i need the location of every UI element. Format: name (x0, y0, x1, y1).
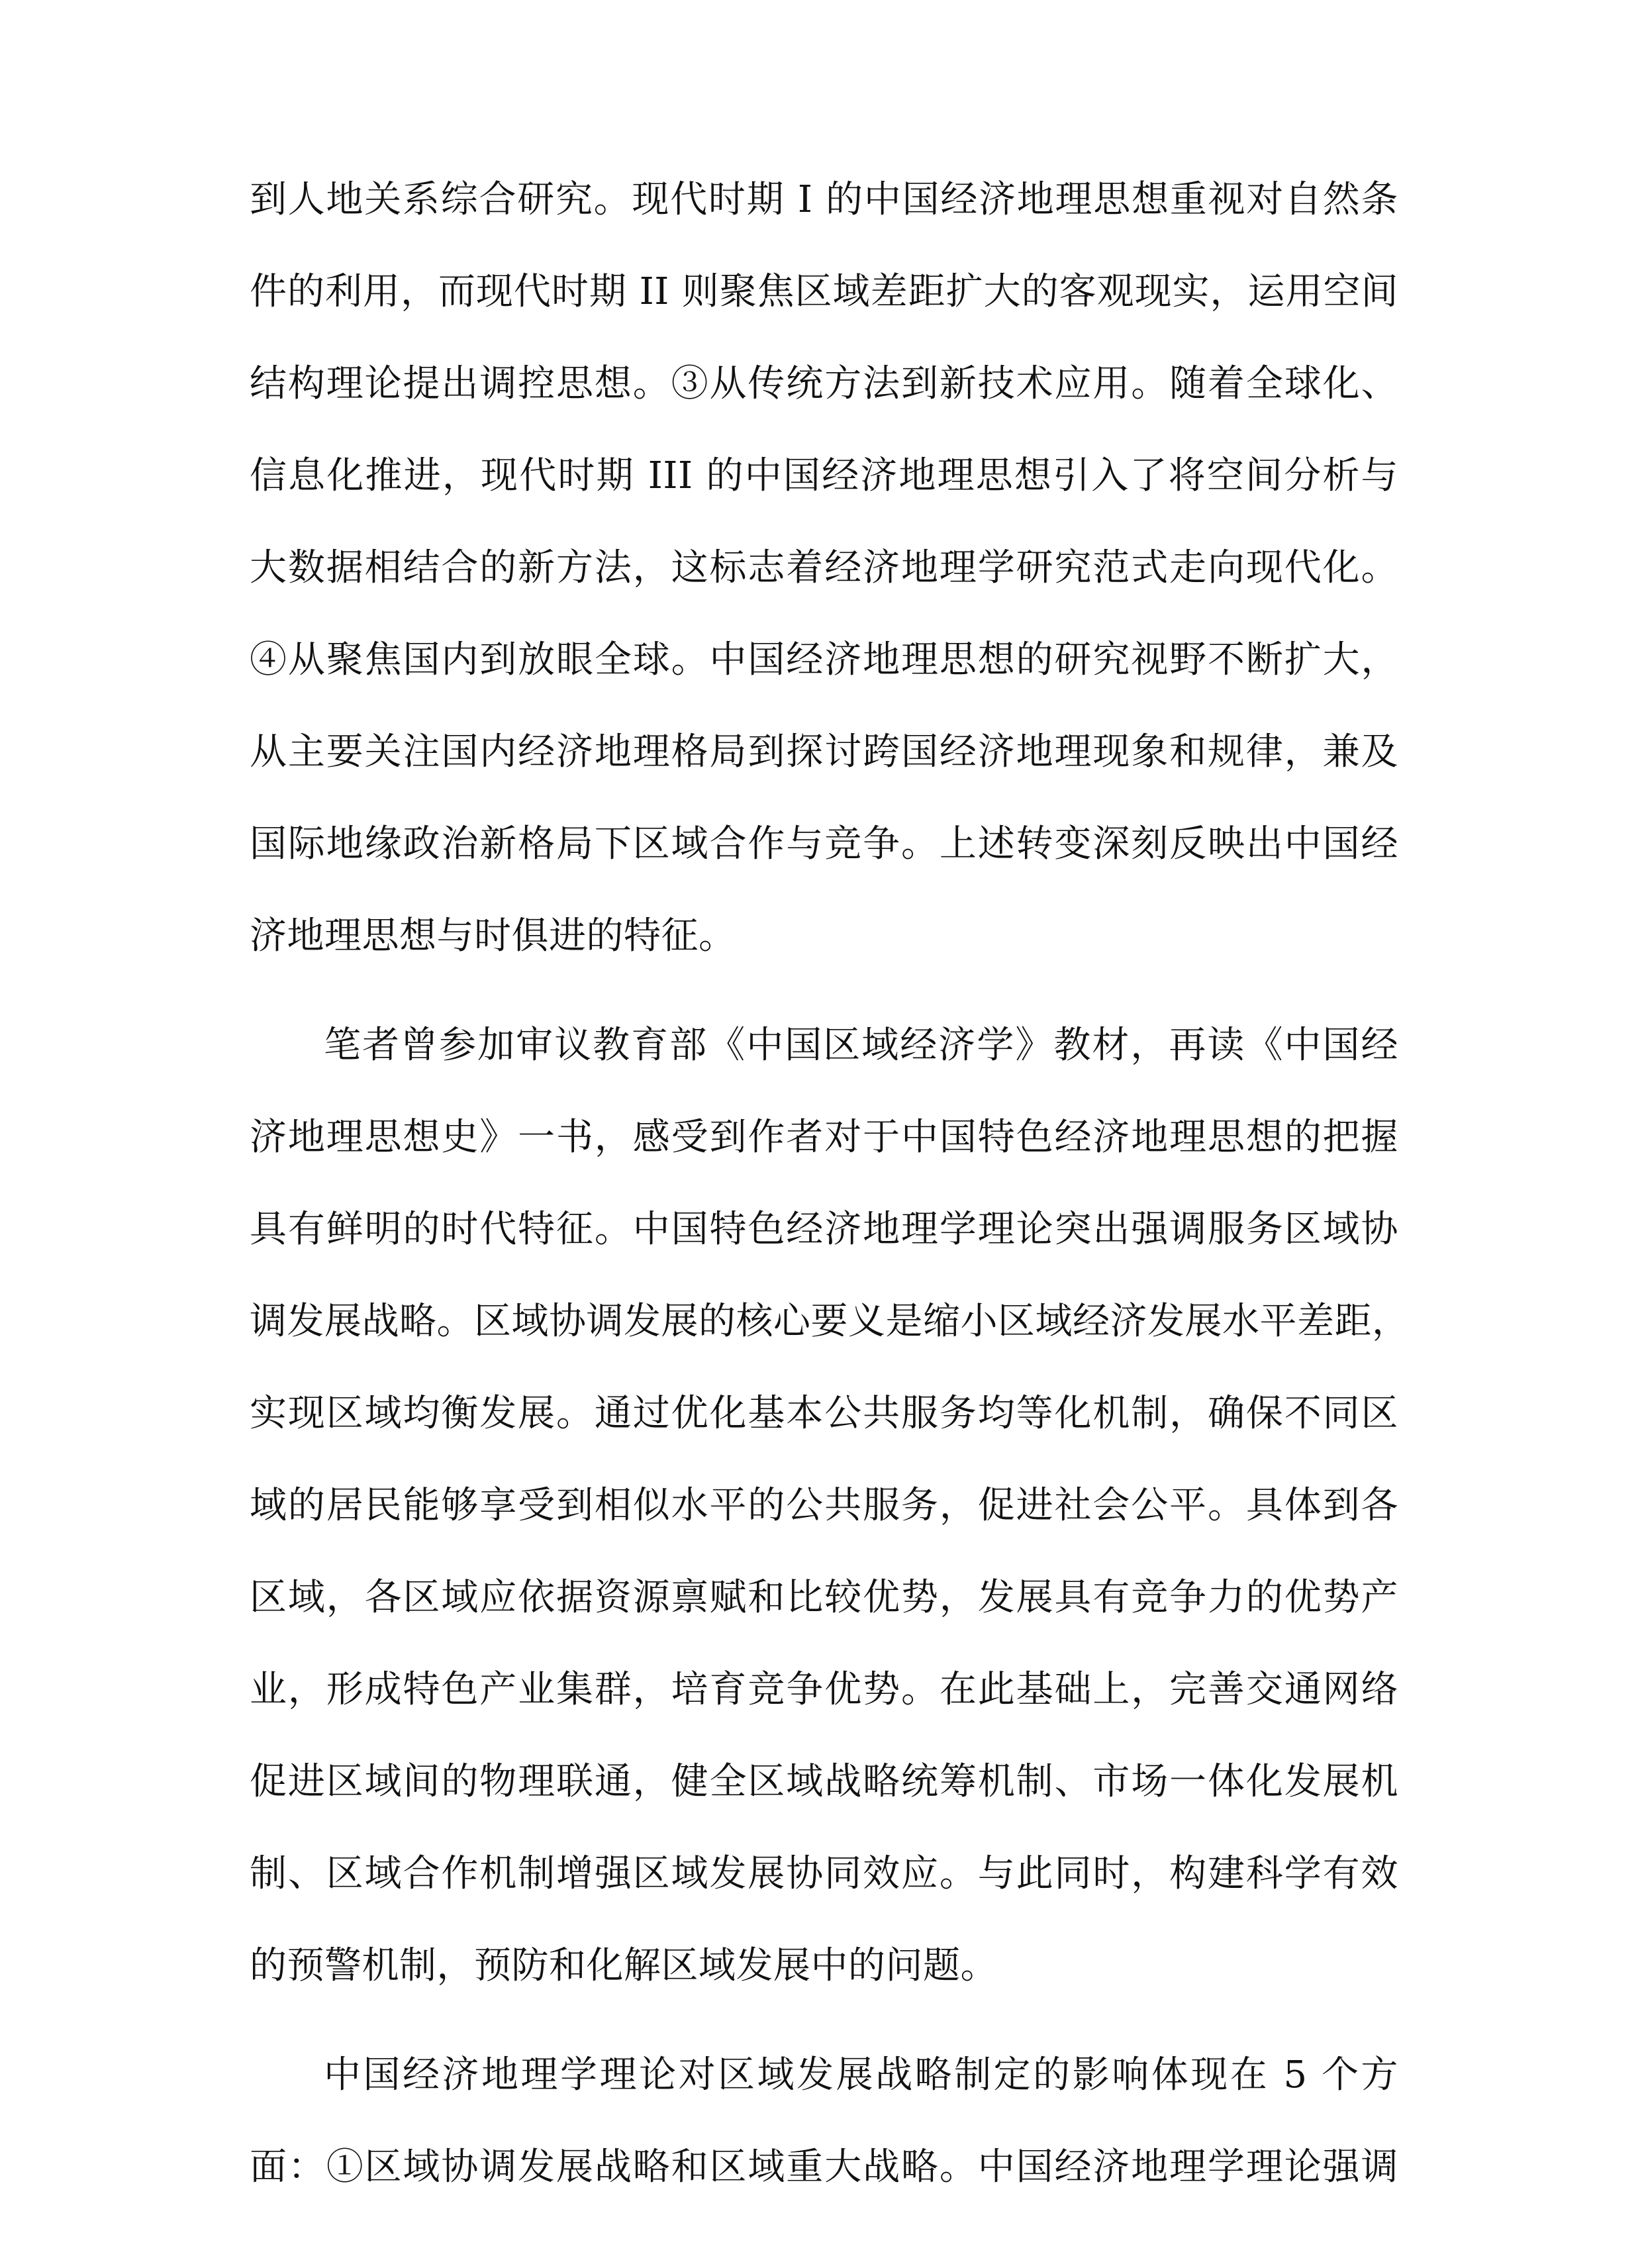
text-line: 结构理论提出调控思想。③从传统方法到新技术应用。随着全球化、 (250, 362, 1398, 405)
text-line: 制、区域合作机制增强区域发展协同效应。与此同时，构建科学有效 (250, 1852, 1398, 1895)
paragraph-3 (250, 2029, 1398, 2213)
text-line: 到人地关系综合研究。现代时期 I 的中国经济地理思想重视对自然条 (250, 178, 1398, 221)
paragraph-1 (250, 154, 1398, 982)
paragraph-2 (250, 999, 1410, 2012)
text-line: 国际地缘政治新格局下区域合作与竞争。上述转变深刻反映出中国经 (250, 822, 1398, 865)
text-line: 面：①区域协调发展战略和区域重大战略。中国经济地理学理论强调 (250, 2145, 1398, 2189)
text-line: 中国经济地理学理论对区域发展战略制定的影响体现在 5 个方 (324, 2053, 1398, 2096)
text-line: 件的利用，而现代时期 II 则聚焦区域差距扩大的客观现实，运用空间 (250, 270, 1398, 313)
text-line: 的预警机制，预防和化解区域发展中的问题。 (250, 1944, 998, 1987)
text-line: 域的居民能够享受到相似水平的公共服务，促进社会公平。具体到各 (250, 1484, 1398, 1527)
text-line: 业，形成特色产业集群，培育竞争优势。在此基础上，完善交通网络 (250, 1668, 1398, 1711)
paragraph-gap (250, 2012, 1398, 2029)
text-line: 济地理思想与时俱进的特征。 (250, 914, 736, 958)
text-line: 促进区域间的物理联通，健全区域战略统筹机制、市场一体化发展机 (250, 1760, 1398, 1803)
text-line: 具有鲜明的时代特征。中国特色经济地理学理论突出强调服务区域协 (250, 1208, 1398, 1251)
text-line: 区域，各区域应依据资源禀赋和比较优势，发展具有竞争力的优势产 (250, 1576, 1398, 1619)
text-line: ④从聚焦国内到放眼全球。中国经济地理思想的研究视野不断扩大， (250, 638, 1398, 681)
text-line: 实现区域均衡发展。通过优化基本公共服务均等化机制，确保不同区 (250, 1392, 1398, 1435)
paragraph-gap (250, 982, 1398, 999)
text-line: 笔者曾参加审议教育部《中国区域经济学》教材，再读《中国经 (324, 1024, 1398, 1067)
text-line: 大数据相结合的新方法，这标志着经济地理学研究范式走向现代化。 (250, 546, 1398, 589)
text-line: 济地理思想史》一书，感受到作者对于中国特色经济地理思想的把握 (250, 1116, 1398, 1159)
text-line: 信息化推进，现代时期 III 的中国经济地理思想引入了将空间分析与 (250, 454, 1398, 497)
text-line: 调发展战略。区域协调发展的核心要义是缩小区域经济发展水平差距， (250, 1300, 1410, 1343)
document-page (250, 154, 1410, 2213)
text-line: 从主要关注国内经济地理格局到探讨跨国经济地理现象和规律，兼及 (250, 730, 1398, 773)
